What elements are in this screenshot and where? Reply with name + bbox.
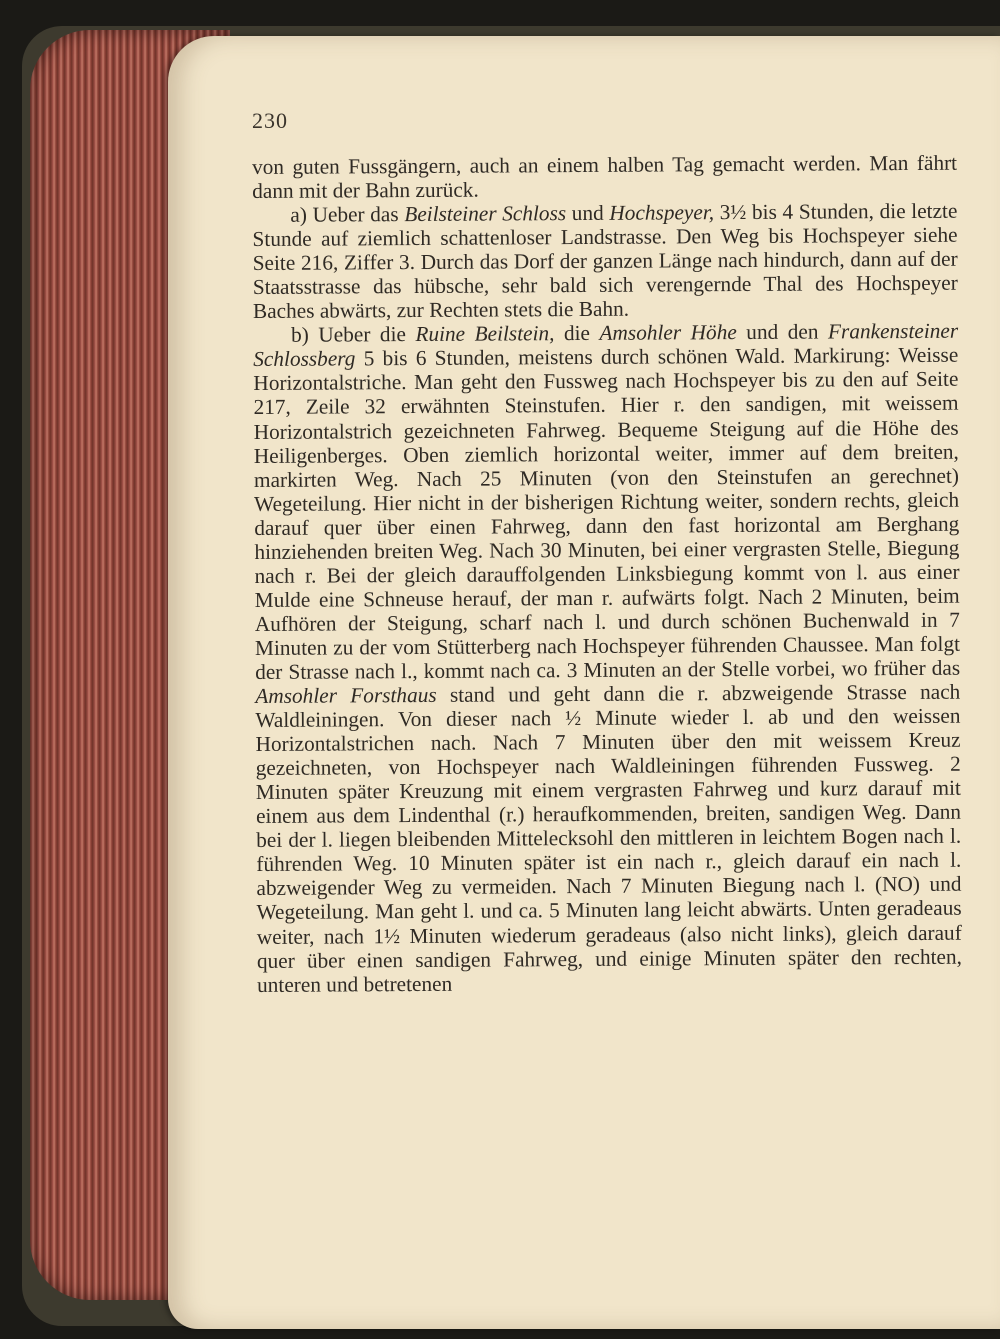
text-run: a) Ueber das (290, 202, 405, 227)
text-run: die (554, 321, 600, 346)
place-name: Amsohler Höhe (599, 320, 737, 346)
paragraph-b (253, 319, 962, 997)
place-name: Hochspeyer, (609, 200, 715, 225)
text-run: b) Ueber die (291, 322, 416, 348)
paragraph-intro (252, 151, 957, 203)
place-name: Amsohler Forsthaus (255, 682, 437, 709)
page-number: 230 (252, 108, 288, 133)
place-name: Ruine Beilstein, (415, 321, 555, 347)
paragraph-a (252, 199, 958, 324)
body-text (252, 151, 962, 997)
text-run: 5 bis 6 Stunden, meistens durch schönen Wald. Markirung: Weisse Horizontalstriche. Man geht den Fussweg nach Hochspeyer bis zu den auf Seite 217, Zeile 32 erwähnten Steinstufen. Hier r. den sandigen, mit weissem Horizontalstrich gezeichneten Fahrweg. Bequeme Steigung auf die Höhe des Heiligenberges. Oben ziemlich horizontal weiter, immer auf dem breiten, markirten Weg. Nach 25 Minuten (von den Steinstufen an gerechnet) Wegeteilung. Hier nicht in der bisherigen Richtung weiter, sondern rechts, gleich darauf quer über einen Fahrweg, dann den fast horizontal am Berghang hinziehenden breiten Weg. Nach 30 Minuten, bei einer vergrasten Stelle, Biegung nach r. Bei der gleich darauffolgenden Linksbiegung kommt von l. aus einer Mulde eine Schneuse herauf, der man r. aufwärts folgt. Nach 2 Minuten, beim Aufhören der Steigung, scharf nach l. und durch schönen Buchenwald in 7 Minuten zu der vom Stütterberg nach Hochspeyer führenden Chaussee. Man folgt der Strasse nach l., kommt nach ca. 3 Minuten an der Stelle vorbei, wo früher das (253, 343, 961, 684)
text-run: und (566, 200, 610, 226)
place-name: Beilsteiner Schloss (404, 201, 567, 227)
text-run: 3½ bis 4 Stunden, die letzte Stunde auf ziemlich schattenloser Landstrasse. Den Weg bis Hochspeyer siehe Seite 216, Ziffer 3. Durch das Dorf der ganzen Länge nach hindurch, dann auf der Staatsstrasse das hübsche, sehr bald sich verengernde Thal des Hochspeyer Baches abwärts, zur Rechten stets die Bahn. (252, 198, 958, 324)
text-run: stand und geht dann die r. abzweigende Strasse nach Waldleiningen. Von dieser nach ½ Minute wieder l. ab und den weissen Horizontalstrichen nach. Nach 7 Minuten über den mit weissem Kreuz gezeichneten, von Hochspeyer nach Waldleiningen führenden Fussweg. 2 Minuten später Kreuzung mit einem vergrasten Fahrweg und kurz darauf mit einem aus dem Lindenthal (r.) heraufkommenden, breiten, sandigen Weg. Dann bei der l. liegen bleibenden Mittelecksohl den mittleren in leichtem Bogen nach l. führenden Weg. 10 Minuten später ist ein nach r., gleich darauf ein nach l. abzweigender Weg zu vermeiden. Nach 7 Minuten Biegung nach l. (NO) und Wegeteilung. Man geht l. und ca. 5 Minuten lang leicht abwärts. Unten geradeaus weiter, nach 1½ Minuten wiederum geradeaus (also nicht links), gleich darauf quer über einen sandigen Fahrweg, und einige Minuten später den rechten, unteren und betretenen (255, 679, 962, 997)
text-run: von guten Fussgängern, auch an einem halben Tag gemacht werden. Man fährt dann mit der Bahn zurück. (252, 150, 958, 204)
text-run: und den (736, 319, 829, 345)
place-name: Frankensteiner Schlossberg (253, 319, 959, 372)
